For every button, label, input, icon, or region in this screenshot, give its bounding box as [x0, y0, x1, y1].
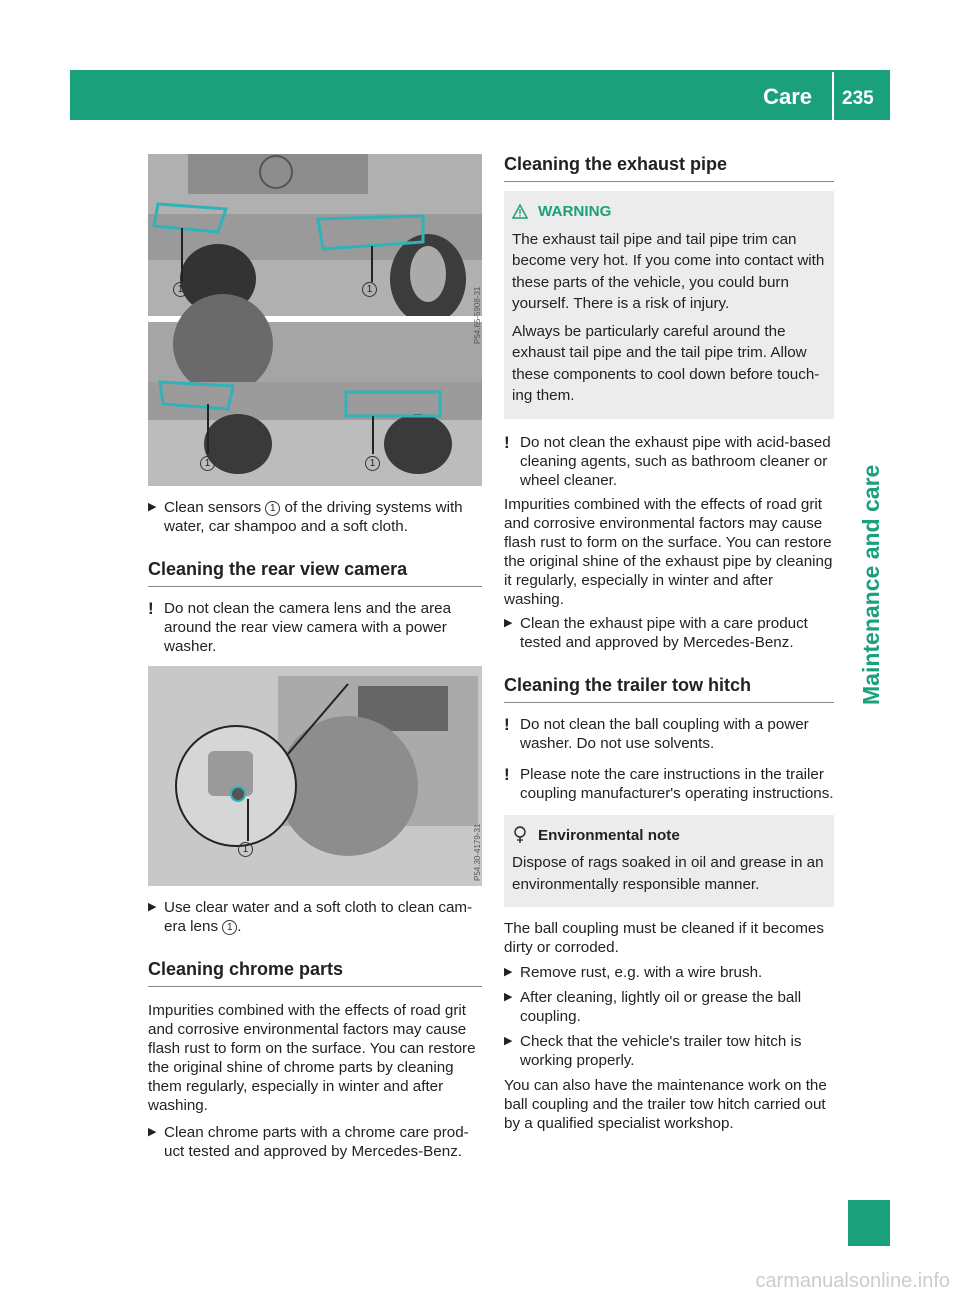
step-chrome: ▶ Clean chrome parts with a chrome care prod-uct tested and approved by Mercedes-Benz.	[148, 1124, 469, 1160]
sensor-figure	[148, 154, 482, 486]
chrome-paragraph: Impurities combined with the effects of road grit and corrosive environmental factors may cause flash rust to form on the surface. You can restore the original shine of chrome parts by cleaning them regularly, especially in winter and after washing.	[148, 1002, 476, 1114]
hitch-paragraph: The ball coupling must be cleaned if it becomes dirty or corroded.	[504, 920, 824, 956]
heading-chrome-parts: Cleaning chrome parts	[148, 958, 482, 987]
warning-icon	[512, 204, 528, 219]
lightbulb-icon	[512, 826, 528, 844]
exhaust-paragraph: Impurities combined with the effects of road grit and corrosive environmental factors may cause flash rust to form on the surface. You can restore the original shine of the exhaust pipe by cleaning it regularly, especially in winter and after washing.	[504, 495, 833, 608]
callout-marker: 1	[173, 282, 188, 297]
callout-marker: 1	[265, 501, 280, 516]
camera-figure	[148, 666, 482, 886]
chapter-tab-label: Maintenance and care	[858, 464, 884, 705]
step-hitch: ▶ Check that the vehicle's trailer tow hitch is working properly.	[504, 1033, 802, 1069]
exclamation-icon: !	[148, 599, 154, 618]
closing-paragraph: You can also have the maintenance work on the ball coupling and the trailer tow hitch carried out by a qualified specialist workshop.	[504, 1077, 827, 1132]
callout-marker: 1	[362, 282, 377, 297]
step-hitch: ▶ Remove rust, e.g. with a wire brush.	[504, 964, 763, 981]
step-arrow-icon: ▶	[504, 1035, 513, 1047]
callout-marker: 1	[200, 456, 215, 471]
step-arrow-icon: ▶	[504, 991, 513, 1003]
step-hitch: ▶ After cleaning, lightly oil or grease the ball coupling.	[504, 989, 802, 1025]
heading-trailer-tow-hitch: Cleaning the trailer tow hitch	[504, 674, 834, 703]
figure-code: P54.30-4179-31	[473, 823, 482, 881]
step-arrow-icon: ▶	[148, 501, 157, 513]
callout-marker: 1	[238, 842, 253, 857]
section-title: Care	[763, 84, 812, 109]
exclamation-icon: !	[504, 764, 510, 784]
chapter-tab-marker	[848, 1200, 890, 1246]
environmental-note-title: Environmental note	[538, 826, 680, 844]
exclamation-icon: !	[504, 432, 510, 452]
warning-box	[504, 191, 834, 419]
note-exhaust: ! Do not clean the exhaust pipe with acid-based cleaning agents, such as bathroom cleaner or wheel cleaner.	[504, 432, 831, 489]
environmental-note-box	[504, 815, 834, 908]
header-separator	[832, 72, 834, 120]
note-hitch-1: ! Do not clean the ball coupling with a power washer. Do not use solvents.	[504, 714, 809, 752]
step-arrow-icon: ▶	[504, 966, 513, 978]
step-exhaust: ▶ Clean the exhaust pipe with a care product tested and approved by Mercedes-Benz.	[504, 614, 808, 651]
warning-text: The exhaust tail pipe and tail pipe trim can become very hot. If you come into contact with these parts of the vehicle, you could burn yourself. There is a risk of injury.	[512, 230, 825, 312]
exclamation-icon: !	[504, 714, 510, 734]
heading-exhaust-pipe: Cleaning the exhaust pipe	[504, 153, 834, 182]
environmental-note-text: Dispose of rags soaked in oil and grease in an environmentally responsible manner.	[512, 854, 824, 893]
footer-watermark: carmanualsonline.info	[755, 1270, 950, 1292]
step-arrow-icon: ▶	[504, 616, 513, 629]
page-number: 235	[842, 88, 874, 109]
step-arrow-icon: ▶	[148, 901, 157, 913]
note-camera: ! Do not clean the camera lens and the area around the rear view camera with a power washer.	[148, 599, 452, 655]
warning-text: Always be particularly careful around the exhaust tail pipe and the tail pipe trim. Allow these components to cool down before touch-ing them.	[512, 322, 820, 404]
step-arrow-icon: ▶	[148, 1126, 157, 1138]
right-column	[504, 153, 834, 1133]
callout-marker: 1	[222, 920, 237, 935]
warning-title: WARNING	[538, 203, 612, 220]
step-clean-sensors: ▶ Clean sensors 1 of the driving systems with water, car shampoo and a soft cloth.	[148, 499, 463, 535]
callout-marker: 1	[365, 456, 380, 471]
figure-code: P54.65-5908-31	[473, 286, 482, 344]
note-hitch-2: ! Please note the care instructions in the trailer coupling manufacturer's operating instructions.	[504, 764, 834, 802]
heading-rear-view-camera: Cleaning the rear view camera	[148, 558, 482, 587]
sensor-photo	[148, 154, 482, 486]
step-camera: ▶ Use clear water and a soft cloth to clean cam-era lens 1 .	[148, 899, 473, 935]
camera-photo	[148, 666, 482, 886]
left-column	[148, 154, 482, 1161]
